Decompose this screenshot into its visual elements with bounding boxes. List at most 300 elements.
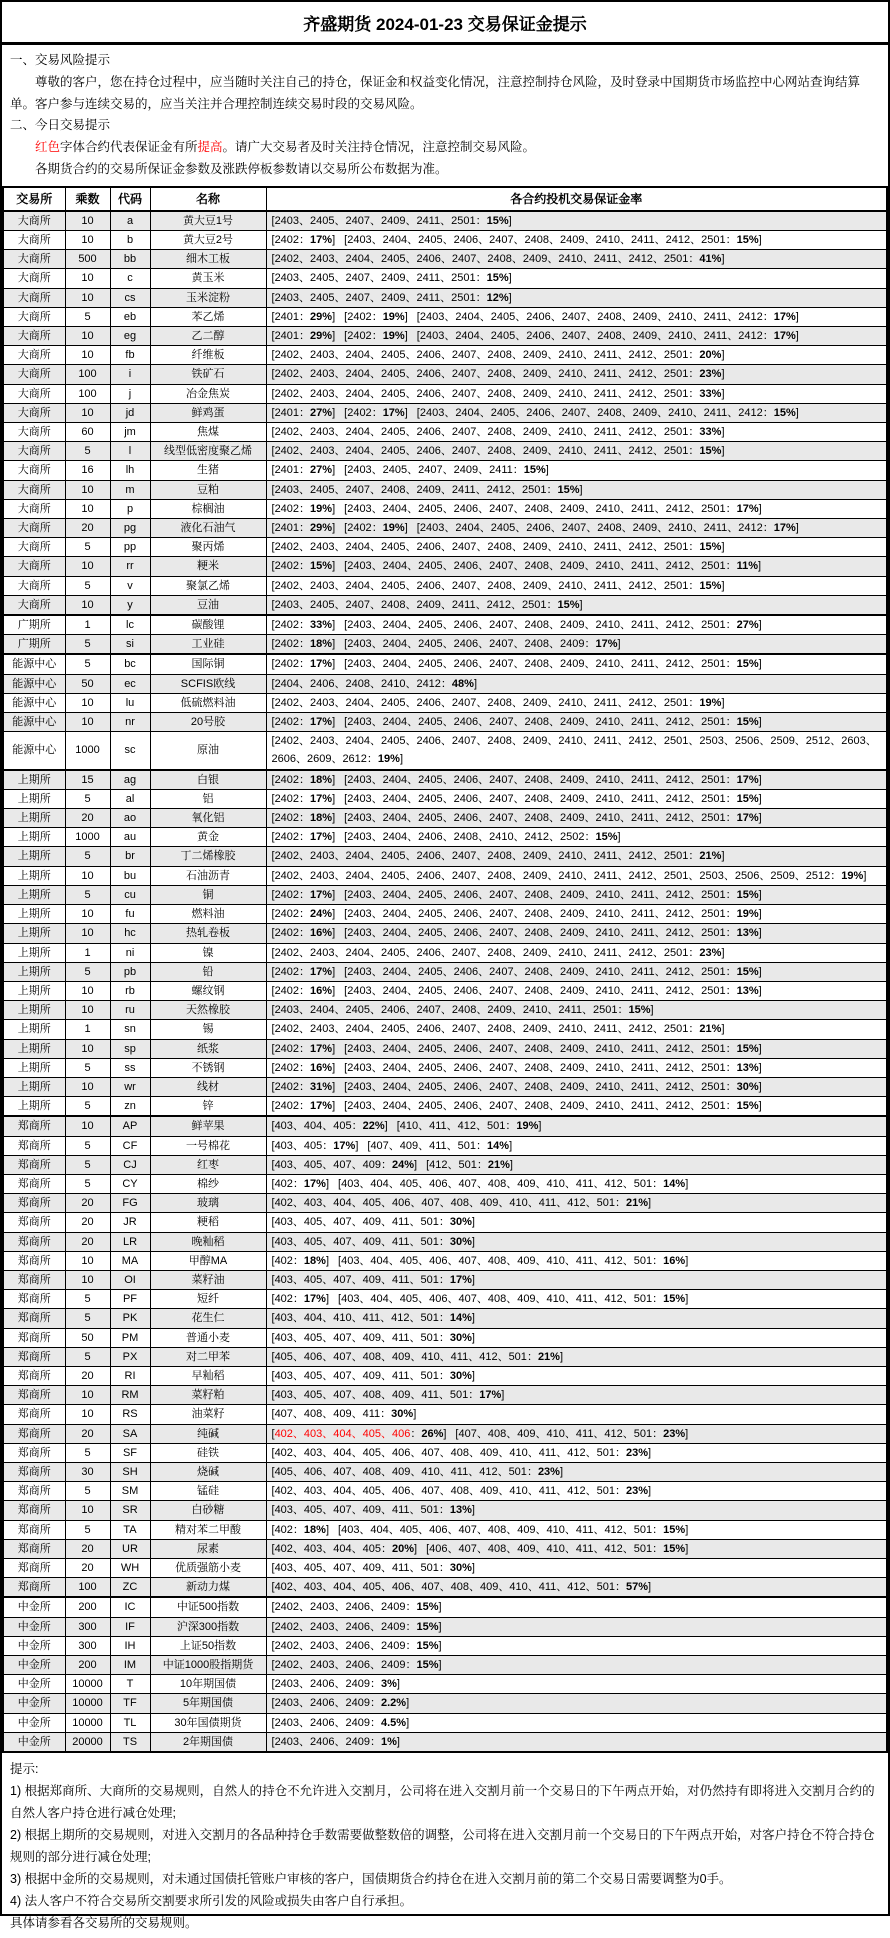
margin-rate-segment: [2402：17%] (271, 965, 336, 978)
cell-name: 玉米淀粉 (150, 288, 266, 307)
cell-exchange: 中金所 (3, 1732, 65, 1752)
cell-code: jm (110, 423, 150, 442)
margin-rate-segment: [2402：16%] (271, 1061, 336, 1074)
margin-rate-segment: [2403、2405、2407、2409、2411、2501：15%] (271, 214, 512, 227)
cell-multiplier: 20 (65, 809, 110, 828)
margin-rate-segment: [2402、2403、2404、2405、2406、2407、2408、2409、2410、2411、2412、2501：15%] (271, 579, 725, 592)
cell-exchange: 中金所 (3, 1597, 65, 1617)
cell-multiplier: 20 (65, 1194, 110, 1213)
cell-name: 30年国债期货 (150, 1713, 266, 1732)
cell-margin-rates (266, 732, 887, 770)
cell-margin-rates (266, 1656, 887, 1675)
margin-rate-segment: [2403、2404、2405、2406、2407、2408、2409、2410、2411、2412、2501：15%] (344, 965, 762, 978)
cell-exchange: 郑商所 (3, 1136, 65, 1155)
cell-name: 烧碱 (150, 1462, 266, 1481)
cell-name: 纯碱 (150, 1424, 266, 1443)
cell-exchange: 中金所 (3, 1675, 65, 1694)
cell-exchange: 郑商所 (3, 1270, 65, 1289)
margin-rate-segment: [2403、2404、2405、2406、2407、2408、2409、2410、2411、2412：17%] (416, 330, 799, 342)
margin-rate-segment: [2403、2404、2405、2406、2407、2408、2409、2410、2411、2412、2501：15%] (344, 658, 762, 671)
table-row (3, 1578, 887, 1598)
cell-exchange: 郑商所 (3, 1462, 65, 1481)
table-row (3, 962, 887, 981)
cell-name: 国际铜 (150, 654, 266, 674)
table-row (3, 423, 887, 442)
cell-name: 黄玉米 (150, 269, 266, 288)
cell-name: 5年期国债 (150, 1694, 266, 1713)
cell-multiplier: 20 (65, 1232, 110, 1251)
table-row (3, 1270, 887, 1289)
table-row (3, 288, 887, 307)
cell-exchange: 大商所 (3, 250, 65, 269)
cell-name: 甲醇MA (150, 1251, 266, 1270)
table-row (3, 519, 887, 538)
cell-multiplier: 60 (65, 423, 110, 442)
margin-rate-segment: [2402：19%] (344, 522, 408, 535)
cell-margin-rates (266, 403, 887, 422)
notes-list (10, 1780, 880, 1912)
margin-rate-segment: [410、411、412、501：19%] (396, 1120, 542, 1133)
cell-multiplier: 5 (65, 635, 110, 655)
cell-exchange: 郑商所 (3, 1232, 65, 1251)
risk-section-body: 尊敬的客户，您在持仓过程中，应当随时关注自己的持仓，保证金和权益变化情况，注意控制持仓风险，及时登录中国期货市场监控中心网站查询结算单。客户参与连续交易的，应当关注并合理控制连续交易时段的交易风险。 (10, 74, 861, 111)
cell-name: 液化石油气 (150, 519, 266, 538)
cell-multiplier: 5 (65, 789, 110, 808)
cell-exchange: 上期所 (3, 828, 65, 847)
cell-multiplier: 20 (65, 1213, 110, 1232)
cell-code: pb (110, 962, 150, 981)
cell-exchange: 大商所 (3, 461, 65, 480)
cell-code: RM (110, 1386, 150, 1405)
margin-rate-segment: [2402、2403、2404、2405、2406、2407、2408、2409、2410、2411、2412、2501：15%] (271, 445, 725, 458)
margin-rate-segment: [2402：16%] (271, 984, 336, 997)
margin-rate-segment: [2402、2403、2404、2405、2406、2407、2408、2409、2410、2411、2412、2501：23%] (271, 368, 725, 381)
margin-rate-segment: [403、405、407、409、411、501：30%] (271, 1562, 475, 1574)
cell-multiplier: 30 (65, 1462, 110, 1481)
cell-exchange: 大商所 (3, 211, 65, 231)
margin-rate-segment: [2403、2405、2407、2409、2411、2501：15%] (271, 272, 512, 285)
margin-rate-segment: [407、408、409、410、411、412、501：23%] (455, 1427, 689, 1440)
cell-multiplier: 10000 (65, 1713, 110, 1732)
exchange-params-note: 各期货合约的交易所保证金参数及涨跌停板参数请以交易所公布数据为准。 (35, 161, 448, 176)
cell-multiplier: 5 (65, 1443, 110, 1462)
cell-exchange: 上期所 (3, 1020, 65, 1039)
table-row (3, 924, 887, 943)
cell-exchange: 上期所 (3, 1058, 65, 1077)
cell-code: fb (110, 346, 150, 365)
margin-rate-segment: [403、404、405：22%] (271, 1120, 388, 1133)
cell-name: 早籼稻 (150, 1366, 266, 1385)
margin-rate-segment: [2402：18%] (271, 638, 336, 651)
margin-rate-segment: [2402、2403、2404、2405、2406、2407、2408、2409、2410、2411、2412、2501：15%] (271, 541, 725, 554)
cell-exchange: 大商所 (3, 557, 65, 576)
table-row (3, 1732, 887, 1752)
cell-margin-rates (266, 1617, 887, 1636)
cell-exchange: 上期所 (3, 905, 65, 924)
margin-rate-segment: [2402：17%] (271, 233, 336, 246)
table-row (3, 654, 887, 674)
cell-multiplier: 10000 (65, 1675, 110, 1694)
cell-code: fu (110, 905, 150, 924)
cell-name: 锡 (150, 1020, 266, 1039)
cell-exchange: 郑商所 (3, 1424, 65, 1443)
table-row (3, 1309, 887, 1328)
cell-name: 原油 (150, 732, 266, 770)
margin-rate-segment: [2403、2404、2405、2406、2407、2408、2409、2410、2411、2412、2501：13%] (344, 1061, 762, 1074)
cell-name: 铝 (150, 789, 266, 808)
cell-margin-rates (266, 1290, 887, 1309)
cell-multiplier: 10 (65, 1251, 110, 1270)
cell-name: 黄金 (150, 828, 266, 847)
margin-rate-segment: [2403、2404、2405、2406、2407、2408、2409、2410、2411、2412、2501：15%] (344, 1100, 762, 1113)
margin-rate-segment: [2402、2403、2404、2405、2406、2407、2408、2409、2410、2411、2412、2501：23%] (271, 946, 725, 959)
cell-exchange: 上期所 (3, 789, 65, 808)
cell-code: TS (110, 1732, 150, 1752)
table-row (3, 1462, 887, 1481)
cell-multiplier: 10 (65, 1001, 110, 1020)
table-row (3, 1001, 887, 1020)
margin-rate-segment: [2403、2404、2405、2406、2407、2408、2409：17%] (344, 638, 621, 651)
cell-name: 普通小麦 (150, 1328, 266, 1347)
cell-code: m (110, 480, 150, 499)
cell-margin-rates (266, 461, 887, 480)
cell-code: ss (110, 1058, 150, 1077)
margin-rate-segment: [402：17%] (271, 1177, 330, 1190)
cell-multiplier: 20 (65, 1559, 110, 1578)
table-row (3, 1539, 887, 1558)
cell-multiplier: 5 (65, 1097, 110, 1117)
cell-multiplier: 10 (65, 1077, 110, 1096)
margin-rate-segment: [403、405、407、409、411、501：30%] (271, 1235, 475, 1248)
cell-margin-rates (266, 1443, 887, 1462)
cell-name: 20号胶 (150, 713, 266, 732)
cell-name: 燃料油 (150, 905, 266, 924)
cell-name: 对二甲苯 (150, 1347, 266, 1366)
cell-name: 热轧卷板 (150, 924, 266, 943)
cell-multiplier: 50 (65, 1328, 110, 1347)
cell-margin-rates (266, 943, 887, 962)
cell-margin-rates (266, 1482, 887, 1501)
margin-rate-segment: [2403、2404、2405、2406、2407、2408、2409、2410、2411、2412、2501：13%] (344, 984, 762, 997)
margin-rate-segment: [2402、2403、2406、2409：15%] (271, 1659, 442, 1672)
cell-code: pg (110, 519, 150, 538)
cell-code: eb (110, 307, 150, 326)
cell-multiplier: 100 (65, 1578, 110, 1598)
red-emphasis-text: 提高 (197, 140, 223, 155)
cell-exchange: 大商所 (3, 403, 65, 422)
margin-rate-segment: [2403、2404、2405、2406、2407、2408、2409、2410、2411、2412、2501：11%] (344, 560, 762, 573)
cell-code: UR (110, 1539, 150, 1558)
cell-name: 聚丙烯 (150, 538, 266, 557)
table-row (3, 1424, 887, 1443)
cell-margin-rates (266, 576, 887, 595)
cell-code: lu (110, 693, 150, 712)
cell-code: CF (110, 1136, 150, 1155)
cell-name: 纤维板 (150, 346, 266, 365)
cell-multiplier: 100 (65, 365, 110, 384)
cell-code: wr (110, 1077, 150, 1096)
cell-exchange: 郑商所 (3, 1501, 65, 1520)
margin-rate-segment: [2402：17%] (271, 716, 336, 729)
cell-code: T (110, 1675, 150, 1694)
column-header-exchange: 交易所 (3, 187, 65, 211)
cell-multiplier: 5 (65, 307, 110, 326)
cell-code: bb (110, 250, 150, 269)
cell-code: si (110, 635, 150, 655)
table-row (3, 943, 887, 962)
margin-rate-segment: [2402、2403、2404、2405、2406、2407、2408、2409、2410、2411、2412、2501：21%] (271, 850, 725, 863)
margin-rate-segment: [2402、2403、2404、2405、2406、2407、2408、2409、2410、2411、2412、2501：19%] (271, 696, 725, 709)
cell-multiplier: 200 (65, 1597, 110, 1617)
cell-margin-rates (266, 230, 887, 249)
margin-rate-segment: [2403、2404、2405、2406、2407、2408、2409、2410、2411、2412、2501：15%] (344, 716, 762, 729)
cell-name: 新动力煤 (150, 1578, 266, 1598)
table-row (3, 1597, 887, 1617)
cell-exchange: 大商所 (3, 499, 65, 518)
cell-exchange: 上期所 (3, 1077, 65, 1096)
cell-margin-rates (266, 615, 887, 635)
cell-name: 不锈钢 (150, 1058, 266, 1077)
table-row (3, 1386, 887, 1405)
cell-exchange: 郑商所 (3, 1520, 65, 1539)
table-row (3, 1347, 887, 1366)
margin-rate-segment: [402、403、404、405、406、407、408、409、410、411、412、501：57%] (271, 1581, 652, 1594)
margin-rate-segment: [2403、2404、2405、2406、2407、2408、2409、2410、2411、2412：17%] (416, 310, 799, 323)
margin-rate-segment: [2403、2404、2406、2408、2410、2412、2502：15%] (344, 831, 621, 844)
cell-name: 短纤 (150, 1290, 266, 1309)
cell-margin-rates (266, 1309, 887, 1328)
cell-multiplier: 1000 (65, 828, 110, 847)
cell-exchange: 上期所 (3, 924, 65, 943)
cell-exchange: 能源中心 (3, 693, 65, 712)
cell-code: br (110, 847, 150, 866)
cell-margin-rates (266, 1520, 887, 1539)
cell-code: CJ (110, 1155, 150, 1174)
cell-code: TA (110, 1520, 150, 1539)
margin-rate-segment: [2403、2404、2405、2406、2407、2408、2409、2410、2411、2412、2501：15%] (344, 792, 762, 805)
cell-name: 粳米 (150, 557, 266, 576)
cell-multiplier: 5 (65, 1309, 110, 1328)
margin-rate-segment: [2402、2403、2406、2409：15%] (271, 1601, 442, 1614)
margin-rate-segment: [2401：27%] (271, 464, 336, 477)
cell-code: ZC (110, 1578, 150, 1598)
margin-rate-segment: [2403、2404、2405、2406、2407、2408、2409、2410、2411、2412、2501：15%] (344, 233, 762, 246)
table-row (3, 1520, 887, 1539)
cell-code: SR (110, 1501, 150, 1520)
cell-exchange: 上期所 (3, 885, 65, 904)
note-item: 3) 根据中金所的交易规则，对未通过国债托管账户审核的客户，国债期货合约持仓在进入交割月前的第二个交易日需要调整为0手。 (10, 1872, 732, 1887)
cell-name: 生猪 (150, 461, 266, 480)
today-section-heading: 二、今日交易提示 (10, 118, 111, 133)
cell-multiplier: 100 (65, 384, 110, 403)
cell-margin-rates (266, 1501, 887, 1520)
cell-code: hc (110, 924, 150, 943)
margin-rate-segment: [2403、2404、2405、2406、2407、2408、2409、2410、2411、2412、2501：17%] (344, 502, 762, 515)
cell-code: PK (110, 1309, 150, 1328)
cell-code: rb (110, 981, 150, 1000)
cell-multiplier: 10 (65, 1116, 110, 1136)
cell-code: j (110, 384, 150, 403)
table-row (3, 538, 887, 557)
cell-name: 低硫燃料油 (150, 693, 266, 712)
cell-exchange: 郑商所 (3, 1347, 65, 1366)
cell-exchange: 郑商所 (3, 1290, 65, 1309)
cell-code: SA (110, 1424, 150, 1443)
cell-margin-rates (266, 1424, 887, 1443)
cell-code: c (110, 269, 150, 288)
cell-multiplier: 300 (65, 1636, 110, 1655)
cell-multiplier: 5 (65, 442, 110, 461)
margin-rate-segment: [2402：31%] (271, 1080, 336, 1093)
cell-margin-rates (266, 1732, 887, 1752)
cell-exchange: 郑商所 (3, 1174, 65, 1193)
cell-name: 镍 (150, 943, 266, 962)
cell-margin-rates (266, 1136, 887, 1155)
cell-exchange: 大商所 (3, 519, 65, 538)
cell-margin-rates (266, 1578, 887, 1598)
margin-rate-segment: [2401：29%] (271, 522, 336, 535)
table-row (3, 809, 887, 828)
cell-name: 锰硅 (150, 1482, 266, 1501)
margin-rate-segment: [2402：24%] (271, 908, 336, 921)
cell-exchange: 上期所 (3, 981, 65, 1000)
margin-rate-segment: [2403、2404、2405、2406、2407、2408、2409、2410、2411、2412、2501：17%] (344, 773, 762, 786)
cell-name: 白银 (150, 770, 266, 790)
cell-name: 尿素 (150, 1539, 266, 1558)
cell-code: bu (110, 866, 150, 885)
cell-exchange: 郑商所 (3, 1116, 65, 1136)
cell-multiplier: 5 (65, 654, 110, 674)
cell-name: 丁二烯橡胶 (150, 847, 266, 866)
cell-exchange: 大商所 (3, 307, 65, 326)
margin-rate-segment: [2403、2406、2409：3%] (271, 1678, 400, 1691)
table-row (3, 693, 887, 712)
cell-margin-rates (266, 713, 887, 732)
margin-rate-segment: [2402：17%] (344, 406, 408, 419)
margin-rate-segment: [2402：17%] (271, 1042, 336, 1055)
table-row (3, 1194, 887, 1213)
cell-name: 铅 (150, 962, 266, 981)
cell-name: 棉纱 (150, 1174, 266, 1193)
cell-name: 聚氯乙烯 (150, 576, 266, 595)
cell-margin-rates (266, 557, 887, 576)
margin-rate-segment: [2403、2405、2407、2409、2411：15%] (344, 464, 549, 477)
margin-rate-segment: [402、403、404、405、406：26%] (271, 1427, 447, 1440)
cell-multiplier: 20 (65, 1366, 110, 1385)
cell-code: ru (110, 1001, 150, 1020)
table-row (3, 981, 887, 1000)
cell-name: 晚籼稻 (150, 1232, 266, 1251)
margin-rate-segment: [403、405：17%] (271, 1139, 359, 1152)
cell-exchange: 郑商所 (3, 1559, 65, 1578)
cell-multiplier: 5 (65, 847, 110, 866)
cell-code: eg (110, 327, 150, 346)
cell-margin-rates (266, 1270, 887, 1289)
cell-code: zn (110, 1097, 150, 1117)
cell-multiplier: 10 (65, 1270, 110, 1289)
cell-exchange: 中金所 (3, 1694, 65, 1713)
cell-name: 黄大豆2号 (150, 230, 266, 249)
cell-margin-rates (266, 1020, 887, 1039)
margin-rate-segment: [2402：17%] (271, 1100, 336, 1113)
cell-margin-rates (266, 250, 887, 269)
cell-name: 苯乙烯 (150, 307, 266, 326)
cell-code: v (110, 576, 150, 595)
cell-code: nr (110, 713, 150, 732)
cell-margin-rates (266, 1097, 887, 1117)
cell-multiplier: 5 (65, 1290, 110, 1309)
cell-multiplier: 500 (65, 250, 110, 269)
margin-rate-segment: [403、405、407、409、411、501：30%] (271, 1216, 475, 1229)
table-row (3, 1020, 887, 1039)
margin-rate-segment: [403、405、407、409、411、501：30%] (271, 1369, 475, 1382)
cell-code: IC (110, 1597, 150, 1617)
cell-exchange: 大商所 (3, 480, 65, 499)
cell-code: AP (110, 1116, 150, 1136)
cell-code: jd (110, 403, 150, 422)
cell-margin-rates (266, 1539, 887, 1558)
cell-exchange: 郑商所 (3, 1482, 65, 1501)
cell-multiplier: 10 (65, 905, 110, 924)
cell-exchange: 能源中心 (3, 732, 65, 770)
margin-rate-segment: [2402、2403、2404、2405、2406、2407、2408、2409、2410、2411、2412、2501：33%] (271, 426, 725, 439)
cell-margin-rates (266, 365, 887, 384)
table-row (3, 1636, 887, 1655)
cell-margin-rates (266, 674, 887, 693)
table-row (3, 211, 887, 231)
cell-multiplier: 200 (65, 1656, 110, 1675)
cell-multiplier: 1 (65, 1020, 110, 1039)
cell-exchange: 大商所 (3, 288, 65, 307)
cell-code: PX (110, 1347, 150, 1366)
cell-margin-rates (266, 1386, 887, 1405)
margin-rate-segment: [2402：19%] (271, 502, 336, 515)
note-item: 4) 法人客户不符合交易所交割要求所引发的风险或损失由客户自行承担。 (10, 1894, 413, 1909)
cell-code: TF (110, 1694, 150, 1713)
margin-rate-segment: [403、405、407、409：24%] (271, 1158, 418, 1171)
cell-margin-rates (266, 423, 887, 442)
cell-code: SF (110, 1443, 150, 1462)
table-row (3, 1058, 887, 1077)
table-row (3, 576, 887, 595)
cell-exchange: 上期所 (3, 866, 65, 885)
table-row (3, 1290, 887, 1309)
cell-multiplier: 10 (65, 1501, 110, 1520)
cell-code: i (110, 365, 150, 384)
margin-rate-segment: [412、501：21%] (426, 1158, 513, 1171)
cell-name: 粳稻 (150, 1213, 266, 1232)
table-row (3, 1443, 887, 1462)
cell-code: PM (110, 1328, 150, 1347)
cell-exchange: 上期所 (3, 770, 65, 790)
margin-rate-segment: [402：17%] (271, 1293, 330, 1306)
margin-rate-segment: [2402：19%] (344, 310, 408, 323)
table-row (3, 327, 887, 346)
cell-code: IH (110, 1636, 150, 1655)
margin-rate-segment: [2403、2405、2407、2408、2409、2411、2412、2501：15%] (271, 483, 583, 496)
cell-exchange: 上期所 (3, 962, 65, 981)
cell-name: 铁矿石 (150, 365, 266, 384)
cell-name: 乙二醇 (150, 327, 266, 346)
table-row (3, 461, 887, 480)
cell-margin-rates (266, 499, 887, 518)
cell-code: sn (110, 1020, 150, 1039)
margin-rate-segment: [2403、2404、2405、2406、2407、2408、2409、2410、2411、2412、2501：27%] (344, 619, 762, 632)
cell-multiplier: 10 (65, 1405, 110, 1424)
cell-name: SCFIS欧线 (150, 674, 266, 693)
cell-name: 冶金焦炭 (150, 384, 266, 403)
cell-exchange: 郑商所 (3, 1328, 65, 1347)
